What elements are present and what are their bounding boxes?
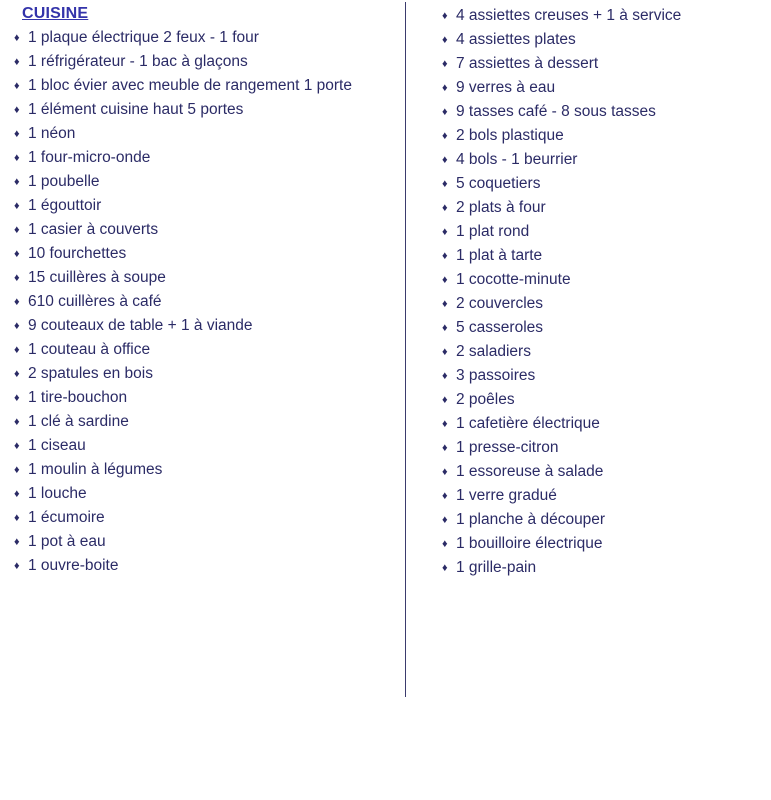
list-item-label: 1 casier à couverts (28, 221, 159, 238)
diamond-bullet-icon: ♦ (14, 296, 20, 308)
list-item-label: 4 assiettes plates (456, 31, 576, 48)
list-item-label: 1 clé à sardine (28, 413, 129, 430)
diamond-bullet-icon: ♦ (14, 440, 20, 452)
list-item-label: 1 réfrigérateur - 1 bac à glaçons (28, 53, 248, 70)
list-item (442, 508, 765, 532)
list-item (442, 556, 765, 580)
list-item-label: 2 couvercles (456, 295, 544, 312)
list-item-label: 1 verre gradué (456, 487, 557, 504)
diamond-bullet-icon: ♦ (14, 560, 20, 572)
list-item (14, 98, 399, 122)
list-item-label: 2 plats à four (456, 199, 546, 216)
list-item-label: 1 louche (28, 485, 87, 502)
list-item (442, 148, 765, 172)
list-item (14, 506, 399, 530)
diamond-bullet-icon: ♦ (442, 82, 448, 94)
diamond-bullet-icon: ♦ (14, 56, 20, 68)
list-item-label: 1 four-micro-onde (28, 149, 151, 166)
page-title: CUISINE (22, 5, 89, 22)
diamond-bullet-icon: ♦ (14, 368, 20, 380)
diamond-bullet-icon: ♦ (442, 490, 448, 502)
list-item (442, 268, 765, 292)
list-item (14, 218, 399, 242)
diamond-bullet-icon: ♦ (442, 178, 448, 190)
diamond-bullet-icon: ♦ (14, 32, 20, 44)
list-item (14, 290, 399, 314)
list-item-label: 10 fourchettes (28, 245, 127, 262)
list-item-label: 1 ouvre-boite (28, 557, 119, 574)
list-item (442, 172, 765, 196)
diamond-bullet-icon: ♦ (14, 512, 20, 524)
left-inventory-list (14, 26, 399, 578)
diamond-bullet-icon: ♦ (14, 344, 20, 356)
list-item-label: 2 bols plastique (456, 127, 564, 144)
list-item (442, 436, 765, 460)
list-item (442, 196, 765, 220)
diamond-bullet-icon: ♦ (14, 200, 20, 212)
list-item (442, 316, 765, 340)
list-item-label: 9 verres à eau (456, 79, 556, 96)
list-item-label: 1 pot à eau (28, 533, 106, 550)
diamond-bullet-icon: ♦ (14, 80, 20, 92)
diamond-bullet-icon: ♦ (442, 106, 448, 118)
list-item (442, 28, 765, 52)
diamond-bullet-icon: ♦ (14, 488, 20, 500)
diamond-bullet-icon: ♦ (442, 394, 448, 406)
diamond-bullet-icon: ♦ (14, 128, 20, 140)
list-item (14, 74, 399, 98)
diamond-bullet-icon: ♦ (442, 34, 448, 46)
list-item-label: 9 couteaux de table + 1 à viande (28, 317, 253, 334)
list-item-label: 1 grille-pain (456, 559, 537, 576)
list-item (14, 482, 399, 506)
list-item-label: 1 ciseau (28, 437, 86, 454)
list-item (442, 388, 765, 412)
diamond-bullet-icon: ♦ (14, 320, 20, 332)
list-item (14, 386, 399, 410)
diamond-bullet-icon: ♦ (442, 418, 448, 430)
list-item (14, 530, 399, 554)
left-column (0, 0, 405, 578)
list-item (14, 314, 399, 338)
list-item (14, 458, 399, 482)
list-item (442, 76, 765, 100)
list-item-label: 2 poêles (456, 391, 515, 408)
diamond-bullet-icon: ♦ (442, 58, 448, 70)
list-item (442, 484, 765, 508)
list-item-label: 1 planche à découper (456, 511, 606, 528)
list-item-label: 15 cuillères à soupe (28, 269, 166, 286)
list-item (14, 50, 399, 74)
diamond-bullet-icon: ♦ (442, 10, 448, 22)
diamond-bullet-icon: ♦ (14, 152, 20, 164)
list-item (14, 554, 399, 578)
diamond-bullet-icon: ♦ (442, 322, 448, 334)
list-item (14, 338, 399, 362)
diamond-bullet-icon: ♦ (442, 562, 448, 574)
list-item-label: 1 égouttoir (28, 197, 102, 214)
diamond-bullet-icon: ♦ (442, 130, 448, 142)
list-item-label: 610 cuillères à café (28, 293, 162, 310)
diamond-bullet-icon: ♦ (442, 538, 448, 550)
list-item (14, 26, 399, 50)
list-item (442, 52, 765, 76)
list-item (442, 220, 765, 244)
diamond-bullet-icon: ♦ (442, 226, 448, 238)
list-item-label: 1 néon (28, 125, 76, 142)
diamond-bullet-icon: ♦ (442, 346, 448, 358)
list-item-label: 1 cafetière électrique (456, 415, 600, 432)
list-item-label: 1 plaque électrique 2 feux - 1 four (28, 29, 259, 46)
diamond-bullet-icon: ♦ (14, 416, 20, 428)
diamond-bullet-icon: ♦ (442, 514, 448, 526)
list-item (14, 122, 399, 146)
list-item-label: 5 coquetiers (456, 175, 541, 192)
list-item (442, 412, 765, 436)
right-inventory-list (442, 4, 765, 580)
list-item (442, 532, 765, 556)
list-item (442, 124, 765, 148)
list-item-label: 1 cocotte-minute (456, 271, 571, 288)
list-item-label: 1 plat à tarte (456, 247, 543, 264)
list-item (442, 244, 765, 268)
list-item (442, 292, 765, 316)
list-item (14, 194, 399, 218)
list-item-label: 5 casseroles (456, 319, 544, 336)
list-item-label: 1 presse-citron (456, 439, 559, 456)
list-item-label: 1 tire-bouchon (28, 389, 128, 406)
diamond-bullet-icon: ♦ (14, 536, 20, 548)
list-item (442, 4, 765, 28)
diamond-bullet-icon: ♦ (14, 272, 20, 284)
diamond-bullet-icon: ♦ (442, 274, 448, 286)
list-item-label: 4 assiettes creuses + 1 à service (456, 7, 682, 24)
list-item (14, 242, 399, 266)
list-item (14, 362, 399, 386)
list-item-label: 2 spatules en bois (28, 365, 153, 382)
diamond-bullet-icon: ♦ (14, 176, 20, 188)
list-item-label: 7 assiettes à dessert (456, 55, 599, 72)
list-item-label: 1 couteau à office (28, 341, 151, 358)
diamond-bullet-icon: ♦ (442, 298, 448, 310)
list-item (442, 364, 765, 388)
diamond-bullet-icon: ♦ (442, 466, 448, 478)
list-item-label: 1 bouilloire électrique (456, 535, 603, 552)
list-item (14, 266, 399, 290)
list-item (14, 434, 399, 458)
list-item-label: 4 bols - 1 beurrier (456, 151, 578, 168)
diamond-bullet-icon: ♦ (14, 248, 20, 260)
list-item-label: 1 écumoire (28, 509, 105, 526)
diamond-bullet-icon: ♦ (14, 224, 20, 236)
diamond-bullet-icon: ♦ (14, 392, 20, 404)
list-item-label: 1 moulin à légumes (28, 461, 163, 478)
list-item-label: 1 élément cuisine haut 5 portes (28, 101, 244, 118)
list-item-label: 1 bloc évier avec meuble de rangement 1 porte (28, 77, 352, 94)
list-item-label: 2 saladiers (456, 343, 531, 360)
list-item-label: 9 tasses café - 8 sous tasses (456, 103, 656, 120)
list-item-label: 1 plat rond (456, 223, 530, 240)
list-item (442, 460, 765, 484)
diamond-bullet-icon: ♦ (442, 442, 448, 454)
diamond-bullet-icon: ♦ (442, 370, 448, 382)
list-item (14, 146, 399, 170)
list-item (442, 340, 765, 364)
diamond-bullet-icon: ♦ (442, 250, 448, 262)
list-item-label: 1 poubelle (28, 173, 100, 190)
diamond-bullet-icon: ♦ (14, 104, 20, 116)
diamond-bullet-icon: ♦ (442, 154, 448, 166)
diamond-bullet-icon: ♦ (14, 464, 20, 476)
list-item-label: 1 essoreuse à salade (456, 463, 604, 480)
diamond-bullet-icon: ♦ (442, 202, 448, 214)
right-column (406, 0, 771, 580)
list-item (14, 170, 399, 194)
list-item-label: 3 passoires (456, 367, 536, 384)
list-item (442, 100, 765, 124)
list-item (14, 410, 399, 434)
